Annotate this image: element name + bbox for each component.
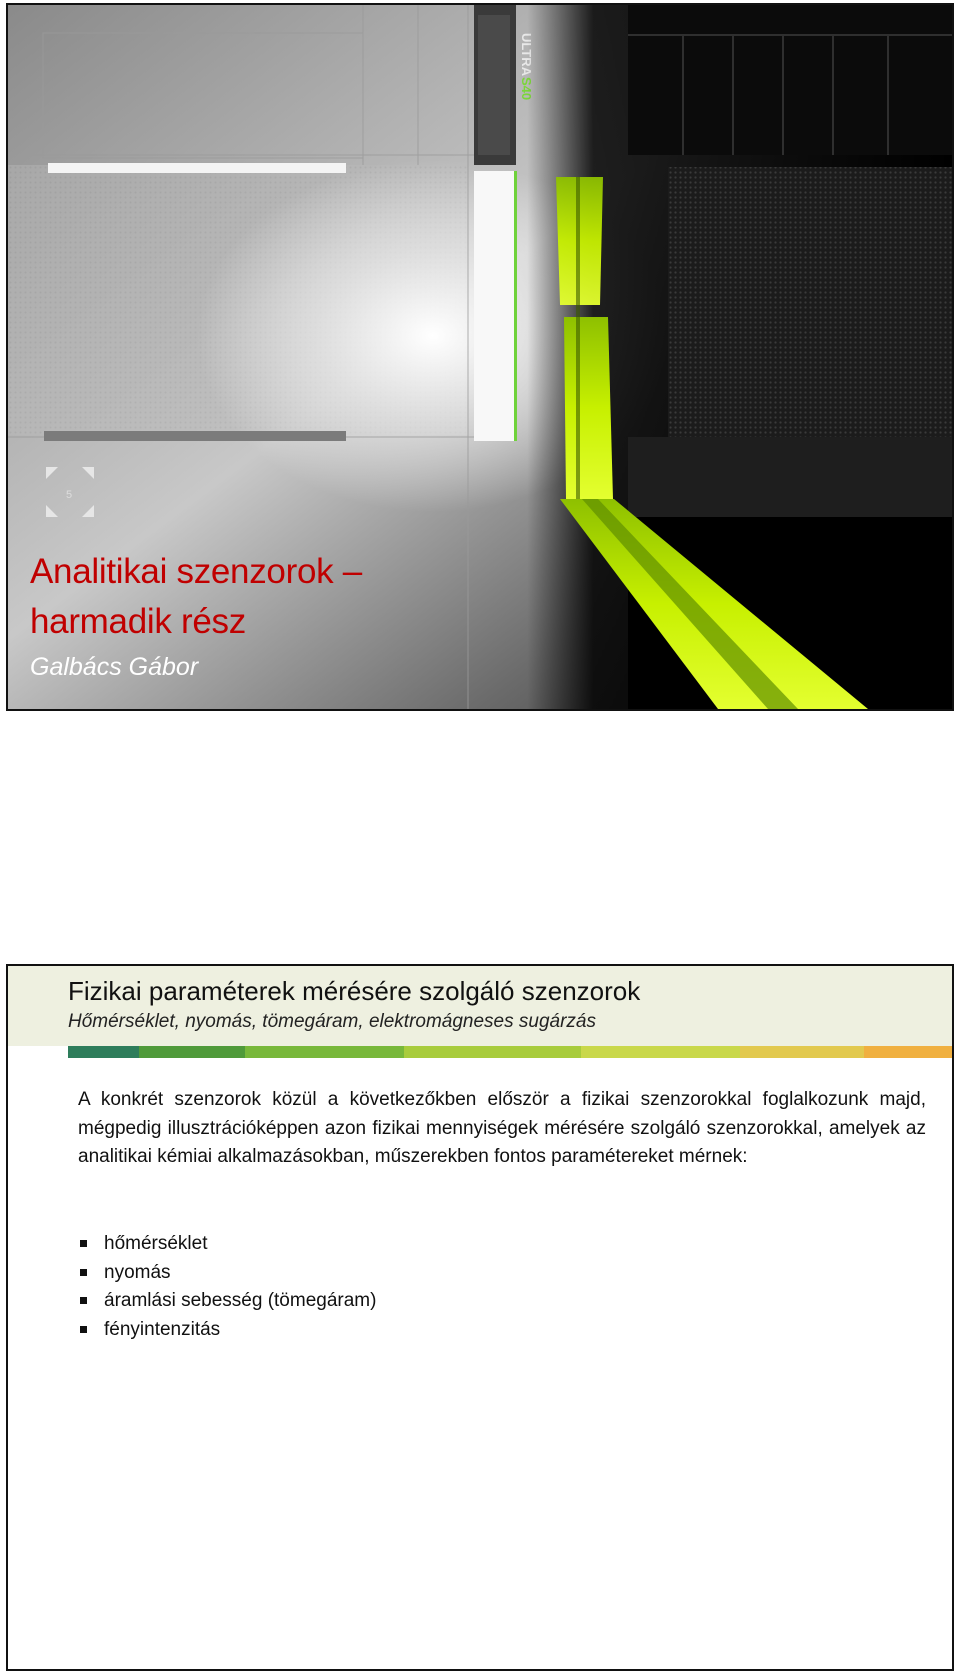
list-item-text: áramlási sebesség (tömegáram) bbox=[104, 1290, 377, 1311]
slide-subtitle: Hőmérséklet, nyomás, tömegáram, elektromágneses sugárzás bbox=[68, 1011, 597, 1032]
list-item bbox=[78, 1316, 376, 1345]
list-item bbox=[78, 1287, 376, 1316]
color-bar-segment bbox=[139, 1046, 245, 1058]
color-bar-segment bbox=[404, 1046, 581, 1058]
body-paragraph: A konkrét szenzorok közül a következőkben először a fizikai szenzorokkal foglalkozunk majd, mégpedig illusztrációképpen azon fizikai mennyiségek mérésére szolgáló szenzorokkal, amelyek az analitikai kémiai alkalmazásokban, műszerekben fontos paramétereket mérnek: bbox=[78, 1089, 926, 1167]
color-bar-segment bbox=[740, 1046, 864, 1058]
list-item bbox=[78, 1259, 376, 1288]
list-item-text: nyomás bbox=[104, 1261, 171, 1283]
bullet-icon bbox=[80, 1240, 87, 1247]
color-bar-segment bbox=[581, 1046, 740, 1058]
slide-title: Fizikai paraméterek mérésére szolgáló szenzorok bbox=[68, 976, 641, 1006]
content-slide bbox=[6, 964, 954, 1671]
slide-header bbox=[8, 966, 952, 1046]
color-bar-segment bbox=[68, 1046, 139, 1058]
title-block bbox=[30, 547, 362, 685]
slide-title: Analitikai szenzorok – harmadik rész bbox=[30, 552, 362, 641]
list-item-text: hőmérséklet bbox=[104, 1233, 208, 1254]
color-bar-segment bbox=[245, 1046, 404, 1058]
decorative-color-bar bbox=[68, 1046, 952, 1058]
color-bar-segment bbox=[864, 1046, 952, 1058]
author-name: Galbács Gábor bbox=[30, 653, 199, 681]
bullet-icon bbox=[80, 1269, 87, 1276]
bullet-icon bbox=[80, 1326, 87, 1333]
list-item-text: fényintenzitás bbox=[104, 1318, 221, 1340]
list-item bbox=[78, 1230, 376, 1259]
bullet-icon bbox=[80, 1297, 87, 1304]
title-slide bbox=[6, 3, 954, 711]
bullet-list bbox=[78, 1230, 376, 1344]
